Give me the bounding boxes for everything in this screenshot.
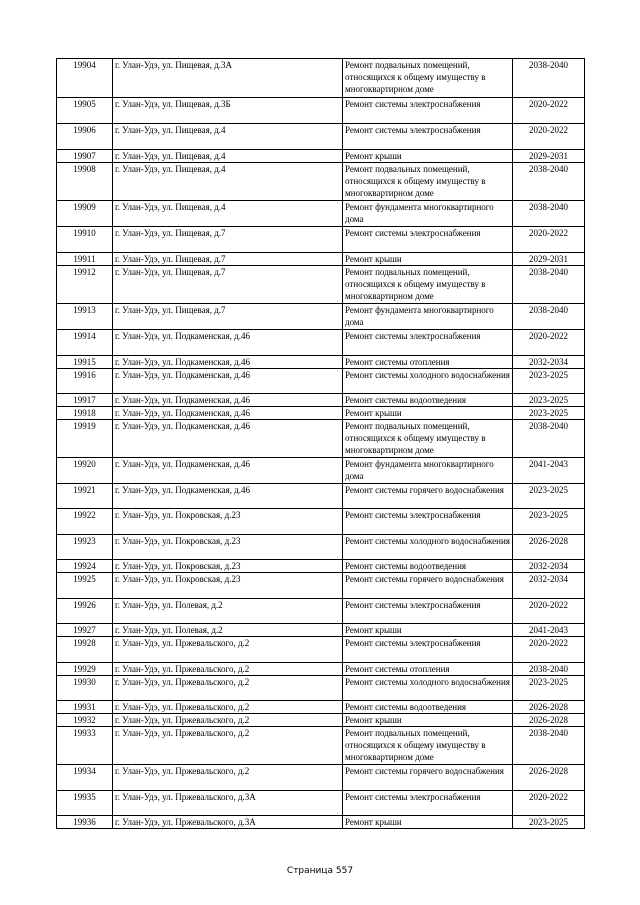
table-row (57, 535, 585, 560)
row-work-type: Ремонт фундамента многоквартирного дома (343, 458, 513, 484)
row-period: 2029-2031 (513, 150, 585, 163)
row-period: 2038-2040 (513, 663, 585, 676)
table-row (57, 791, 585, 816)
row-period: 2020-2022 (513, 330, 585, 356)
table-row (57, 599, 585, 624)
row-work-type: Ремонт крыши (343, 253, 513, 266)
table-row (57, 253, 585, 266)
row-number: 19920 (57, 458, 113, 484)
row-period: 2032-2034 (513, 560, 585, 573)
row-address: г. Улан-Удэ, ул. Пржевальского, д.2 (113, 714, 343, 727)
row-number: 19919 (57, 420, 113, 458)
table-row (57, 560, 585, 573)
row-work-type: Ремонт подвальных помещений, относящихся к общему имуществу в многоквартирном доме (343, 266, 513, 304)
row-work-type: Ремонт крыши (343, 714, 513, 727)
row-number: 19904 (57, 59, 113, 98)
row-work-type: Ремонт подвальных помещений, относящихся к общему имуществу в многоквартирном доме (343, 163, 513, 201)
row-number: 19917 (57, 394, 113, 407)
row-address: г. Улан-Удэ, ул. Подкаменская, д.46 (113, 369, 343, 394)
row-address: г. Улан-Удэ, ул. Пищевая, д.4 (113, 163, 343, 201)
page-number: Страница 557 (286, 866, 354, 876)
row-address: г. Улан-Удэ, ул. Пищевая, д.4 (113, 150, 343, 163)
row-period: 2038-2040 (513, 201, 585, 227)
row-number: 19934 (57, 765, 113, 791)
row-period: 2026-2028 (513, 535, 585, 560)
row-number: 19936 (57, 816, 113, 829)
table-row (57, 201, 585, 227)
row-period: 2026-2028 (513, 765, 585, 791)
row-address: г. Улан-Удэ, ул. Подкаменская, д.46 (113, 330, 343, 356)
row-address: г. Улан-Удэ, ул. Пищевая, д.3Б (113, 98, 343, 124)
table-row (57, 676, 585, 701)
row-address: г. Улан-Удэ, ул. Подкаменская, д.46 (113, 407, 343, 420)
capital-repair-table (56, 58, 585, 829)
row-address: г. Улан-Удэ, ул. Покровская, д.23 (113, 509, 343, 535)
table-row (57, 637, 585, 663)
row-work-type: Ремонт системы холодного водоснабжения (343, 369, 513, 394)
row-work-type: Ремонт системы электроснабжения (343, 637, 513, 663)
table-row (57, 163, 585, 201)
table-row (57, 663, 585, 676)
table-row (57, 124, 585, 150)
row-work-type: Ремонт системы отопления (343, 356, 513, 369)
row-number: 19933 (57, 727, 113, 765)
row-work-type: Ремонт подвальных помещений, относящихся к общему имуществу в многоквартирном доме (343, 727, 513, 765)
row-period: 2038-2040 (513, 266, 585, 304)
row-address: г. Улан-Удэ, ул. Пищевая, д.7 (113, 266, 343, 304)
table-row (57, 227, 585, 253)
table-row (57, 59, 585, 98)
row-period: 2023-2025 (513, 816, 585, 829)
row-number: 19929 (57, 663, 113, 676)
table-row (57, 765, 585, 791)
row-address: г. Улан-Удэ, ул. Покровская, д.23 (113, 573, 343, 599)
row-period: 2020-2022 (513, 637, 585, 663)
row-period: 2020-2022 (513, 98, 585, 124)
table-row (57, 573, 585, 599)
row-work-type: Ремонт системы электроснабжения (343, 124, 513, 150)
row-number: 19918 (57, 407, 113, 420)
row-number: 19912 (57, 266, 113, 304)
table-row (57, 420, 585, 458)
row-number: 19911 (57, 253, 113, 266)
row-number: 19928 (57, 637, 113, 663)
row-period: 2020-2022 (513, 791, 585, 816)
row-work-type: Ремонт системы водоотведения (343, 394, 513, 407)
row-number: 19925 (57, 573, 113, 599)
table-row (57, 356, 585, 369)
row-work-type: Ремонт подвальных помещений, относящихся к общему имуществу в многоквартирном доме (343, 420, 513, 458)
row-period: 2038-2040 (513, 727, 585, 765)
row-period: 2023-2025 (513, 676, 585, 701)
row-work-type: Ремонт системы холодного водоснабжения (343, 676, 513, 701)
table-row (57, 150, 585, 163)
table-row (57, 714, 585, 727)
row-number: 19916 (57, 369, 113, 394)
row-address: г. Улан-Удэ, ул. Покровская, д.23 (113, 535, 343, 560)
row-address: г. Улан-Удэ, ул. Пищевая, д.7 (113, 227, 343, 253)
row-period: 2023-2025 (513, 509, 585, 535)
row-period: 2038-2040 (513, 420, 585, 458)
row-number: 19935 (57, 791, 113, 816)
row-work-type: Ремонт системы электроснабжения (343, 599, 513, 624)
row-address: г. Улан-Удэ, ул. Пржевальского, д.2 (113, 637, 343, 663)
row-work-type: Ремонт системы электроснабжения (343, 509, 513, 535)
table-row (57, 701, 585, 714)
row-number: 19930 (57, 676, 113, 701)
row-work-type: Ремонт системы водоотведения (343, 560, 513, 573)
row-work-type: Ремонт системы горячего водоснабжения (343, 484, 513, 509)
table-row (57, 304, 585, 330)
row-work-type: Ремонт системы горячего водоснабжения (343, 573, 513, 599)
table-row (57, 624, 585, 637)
row-work-type: Ремонт системы водоотведения (343, 701, 513, 714)
table-body (57, 59, 585, 829)
row-number: 19926 (57, 599, 113, 624)
row-number: 19910 (57, 227, 113, 253)
row-period: 2020-2022 (513, 124, 585, 150)
row-address: г. Улан-Удэ, ул. Пржевальского, д.2 (113, 663, 343, 676)
row-address: г. Улан-Удэ, ул. Подкаменская, д.46 (113, 420, 343, 458)
row-address: г. Улан-Удэ, ул. Пищевая, д.7 (113, 253, 343, 266)
row-work-type: Ремонт системы электроснабжения (343, 791, 513, 816)
row-work-type: Ремонт системы отопления (343, 663, 513, 676)
row-number: 19921 (57, 484, 113, 509)
row-work-type: Ремонт крыши (343, 150, 513, 163)
row-period: 2023-2025 (513, 484, 585, 509)
row-address: г. Улан-Удэ, ул. Пищевая, д.4 (113, 124, 343, 150)
row-address: г. Улан-Удэ, ул. Пищевая, д.4 (113, 201, 343, 227)
row-address: г. Улан-Удэ, ул. Подкаменская, д.46 (113, 356, 343, 369)
row-work-type: Ремонт системы холодного водоснабжения (343, 535, 513, 560)
row-work-type: Ремонт фундамента многоквартирного дома (343, 304, 513, 330)
row-work-type: Ремонт подвальных помещений, относящихся к общему имуществу в многоквартирном доме (343, 59, 513, 98)
row-period: 2038-2040 (513, 304, 585, 330)
row-period: 2041-2043 (513, 458, 585, 484)
row-period: 2026-2028 (513, 714, 585, 727)
row-number: 19907 (57, 150, 113, 163)
row-number: 19913 (57, 304, 113, 330)
row-period: 2038-2040 (513, 163, 585, 201)
row-period: 2023-2025 (513, 394, 585, 407)
table-row (57, 98, 585, 124)
table-row (57, 330, 585, 356)
row-work-type: Ремонт системы электроснабжения (343, 227, 513, 253)
row-address: г. Улан-Удэ, ул. Пищевая, д.7 (113, 304, 343, 330)
row-period: 2020-2022 (513, 599, 585, 624)
row-number: 19923 (57, 535, 113, 560)
row-address: г. Улан-Удэ, ул. Пржевальского, д.3А (113, 791, 343, 816)
row-number: 19924 (57, 560, 113, 573)
table-row (57, 458, 585, 484)
row-address: г. Улан-Удэ, ул. Подкаменская, д.46 (113, 484, 343, 509)
row-period: 2026-2028 (513, 701, 585, 714)
row-address: г. Улан-Удэ, ул. Полевая, д.2 (113, 599, 343, 624)
row-work-type: Ремонт фундамента многоквартирного дома (343, 201, 513, 227)
table-row (57, 727, 585, 765)
row-number: 19909 (57, 201, 113, 227)
row-address: г. Улан-Удэ, ул. Подкаменская, д.46 (113, 394, 343, 407)
table-row (57, 407, 585, 420)
row-number: 19927 (57, 624, 113, 637)
row-number: 19905 (57, 98, 113, 124)
row-address: г. Улан-Удэ, ул. Подкаменская, д.46 (113, 458, 343, 484)
row-address: г. Улан-Удэ, ул. Пржевальского, д.3А (113, 816, 343, 829)
row-number: 19931 (57, 701, 113, 714)
table-row (57, 266, 585, 304)
row-work-type: Ремонт системы электроснабжения (343, 98, 513, 124)
table-row (57, 394, 585, 407)
row-number: 19908 (57, 163, 113, 201)
row-work-type: Ремонт системы горячего водоснабжения (343, 765, 513, 791)
row-address: г. Улан-Удэ, ул. Полевая, д.2 (113, 624, 343, 637)
row-number: 19915 (57, 356, 113, 369)
row-work-type: Ремонт системы электроснабжения (343, 330, 513, 356)
row-number: 19932 (57, 714, 113, 727)
table-row (57, 484, 585, 509)
row-number: 19914 (57, 330, 113, 356)
row-number: 19922 (57, 509, 113, 535)
row-period: 2023-2025 (513, 369, 585, 394)
row-work-type: Ремонт крыши (343, 407, 513, 420)
row-address: г. Улан-Удэ, ул. Покровская, д.23 (113, 560, 343, 573)
table-row (57, 369, 585, 394)
row-period: 2032-2034 (513, 356, 585, 369)
row-work-type: Ремонт крыши (343, 624, 513, 637)
row-period: 2029-2031 (513, 253, 585, 266)
table-row (57, 816, 585, 829)
row-address: г. Улан-Удэ, ул. Пржевальского, д.2 (113, 701, 343, 714)
row-period: 2032-2034 (513, 573, 585, 599)
row-address: г. Улан-Удэ, ул. Пржевальского, д.2 (113, 727, 343, 765)
row-period: 2038-2040 (513, 59, 585, 98)
row-period: 2041-2043 (513, 624, 585, 637)
row-address: г. Улан-Удэ, ул. Пржевальского, д.2 (113, 765, 343, 791)
row-address: г. Улан-Удэ, ул. Пржевальского, д.2 (113, 676, 343, 701)
row-period: 2023-2025 (513, 407, 585, 420)
row-work-type: Ремонт крыши (343, 816, 513, 829)
row-address: г. Улан-Удэ, ул. Пищевая, д.3А (113, 59, 343, 98)
row-period: 2020-2022 (513, 227, 585, 253)
table-row (57, 509, 585, 535)
row-number: 19906 (57, 124, 113, 150)
